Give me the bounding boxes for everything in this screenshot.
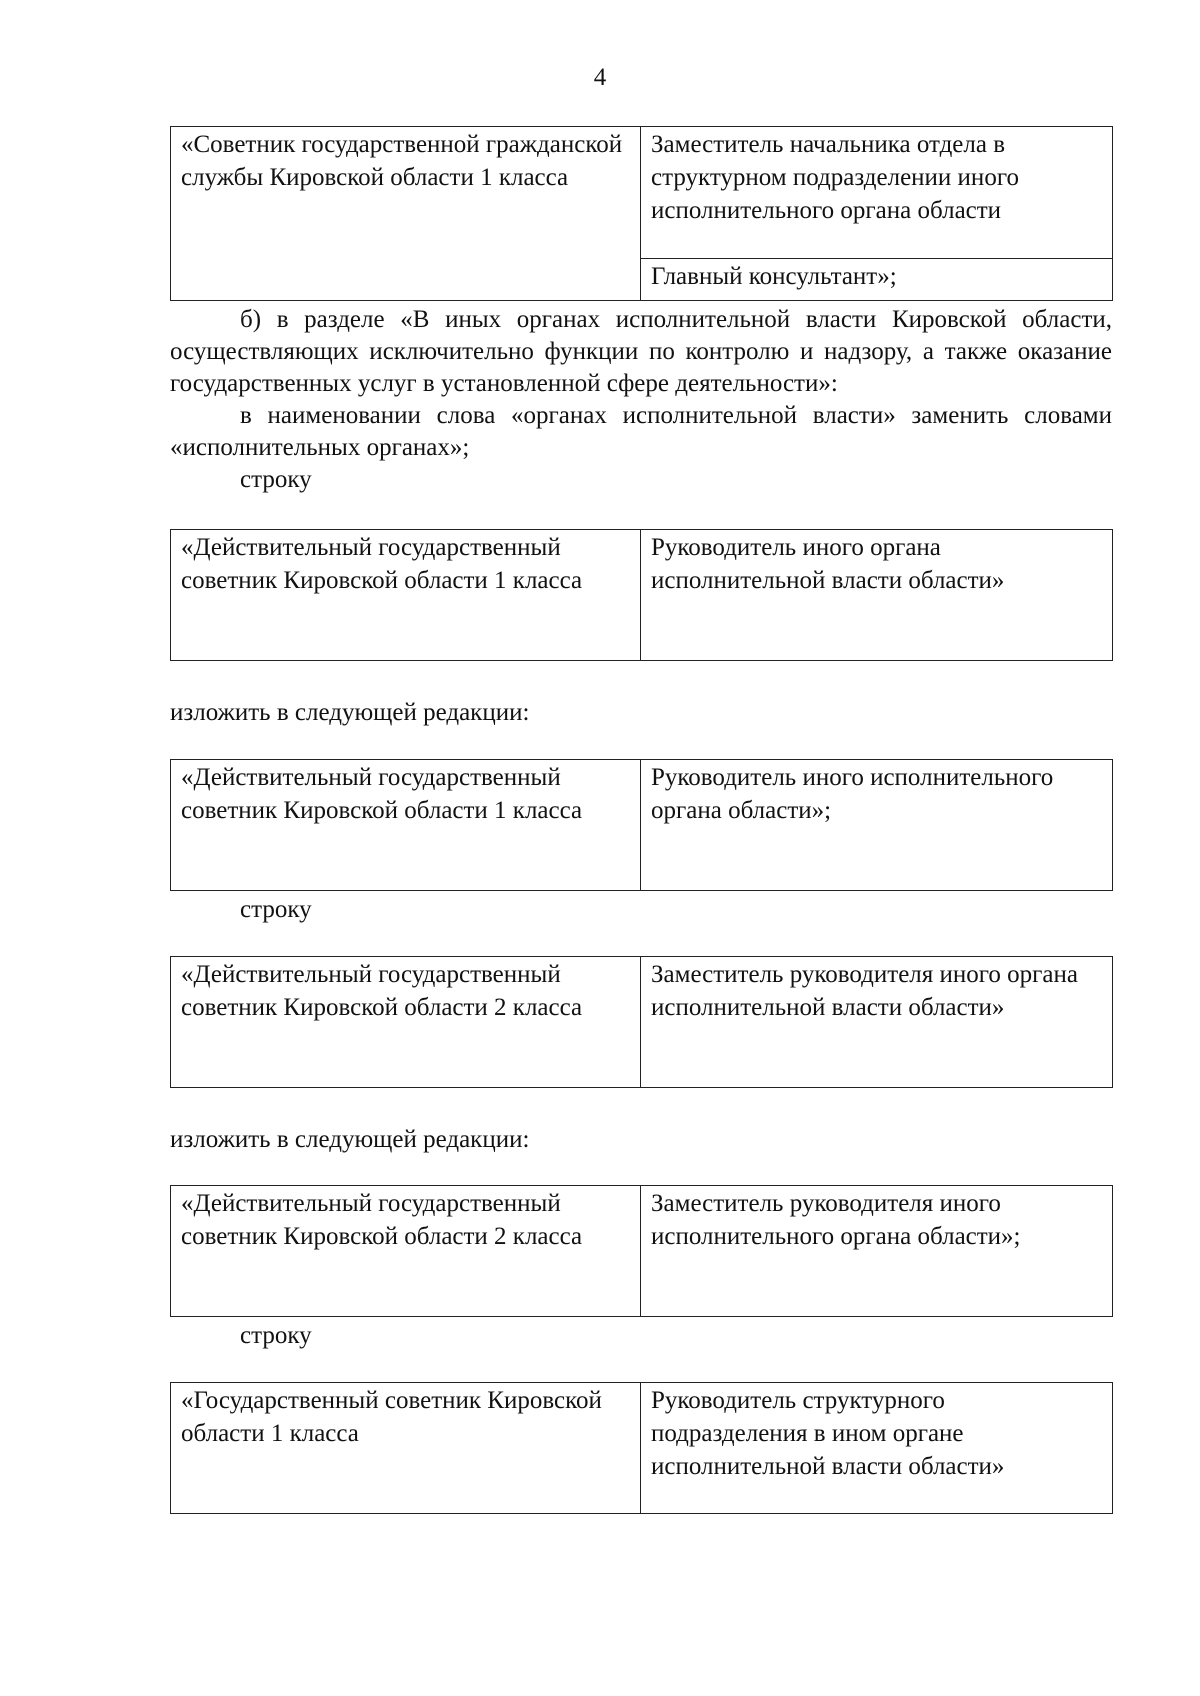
table-3-right-cell: Руководитель иного исполнительного органа области»;	[641, 760, 1113, 891]
table-4-right-cell: Заместитель руководителя иного органа исполнительной власти области»	[641, 957, 1113, 1088]
label-stroku-1: строку	[240, 466, 312, 493]
table-1-left-cell: «Советник государственной гражданской службы Кировской области 1 класса	[171, 127, 641, 301]
table-1-right-top-cell: Заместитель начальника отдела в структурном подразделении иного исполнительного органа области	[641, 127, 1113, 259]
label-stroku-3: строку	[240, 1322, 312, 1349]
table-4-left-cell: «Действительный государственный советник Кировской области 2 класса	[171, 957, 641, 1088]
table-2-left-cell: «Действительный государственный советник Кировской области 1 класса	[171, 530, 641, 661]
table-3-left-cell: «Действительный государственный советник Кировской области 1 класса	[171, 760, 641, 891]
table-2	[170, 529, 1113, 661]
label-izlozhit-2: изложить в следующей редакции:	[170, 1126, 530, 1153]
table-5-left-cell: «Действительный государственный советник Кировской области 2 класса	[171, 1186, 641, 1317]
table-6-right-cell: Руководитель структурного подразделения в ином органе исполнительной власти области»	[641, 1383, 1113, 1514]
page-number: 4	[593, 64, 607, 91]
table-4	[170, 956, 1113, 1088]
label-stroku-2: строку	[240, 896, 312, 923]
paragraph-b: б) в разделе «В иных органах исполнительной власти Кировской области, осуществляющих исключительно функции по контролю и надзору, а также оказание государственных услуг в установленной сфере деятельности»:	[170, 306, 1112, 397]
table-6	[170, 1382, 1113, 1514]
table-1	[170, 126, 1113, 301]
table-5-right-cell: Заместитель руководителя иного исполнительного органа области»;	[641, 1186, 1113, 1317]
table-6-left-cell: «Государственный советник Кировской области 1 класса	[171, 1383, 641, 1514]
table-5	[170, 1185, 1113, 1317]
table-3	[170, 759, 1113, 891]
table-1-right-bottom-cell: Главный консультант»;	[641, 259, 1113, 301]
paragraph-rename: в наименовании слова «органах исполнительной власти» заменить словами «исполнительных органах»;	[170, 402, 1112, 461]
table-2-right-cell: Руководитель иного органа исполнительной власти области»	[641, 530, 1113, 661]
label-izlozhit-1: изложить в следующей редакции:	[170, 699, 530, 726]
